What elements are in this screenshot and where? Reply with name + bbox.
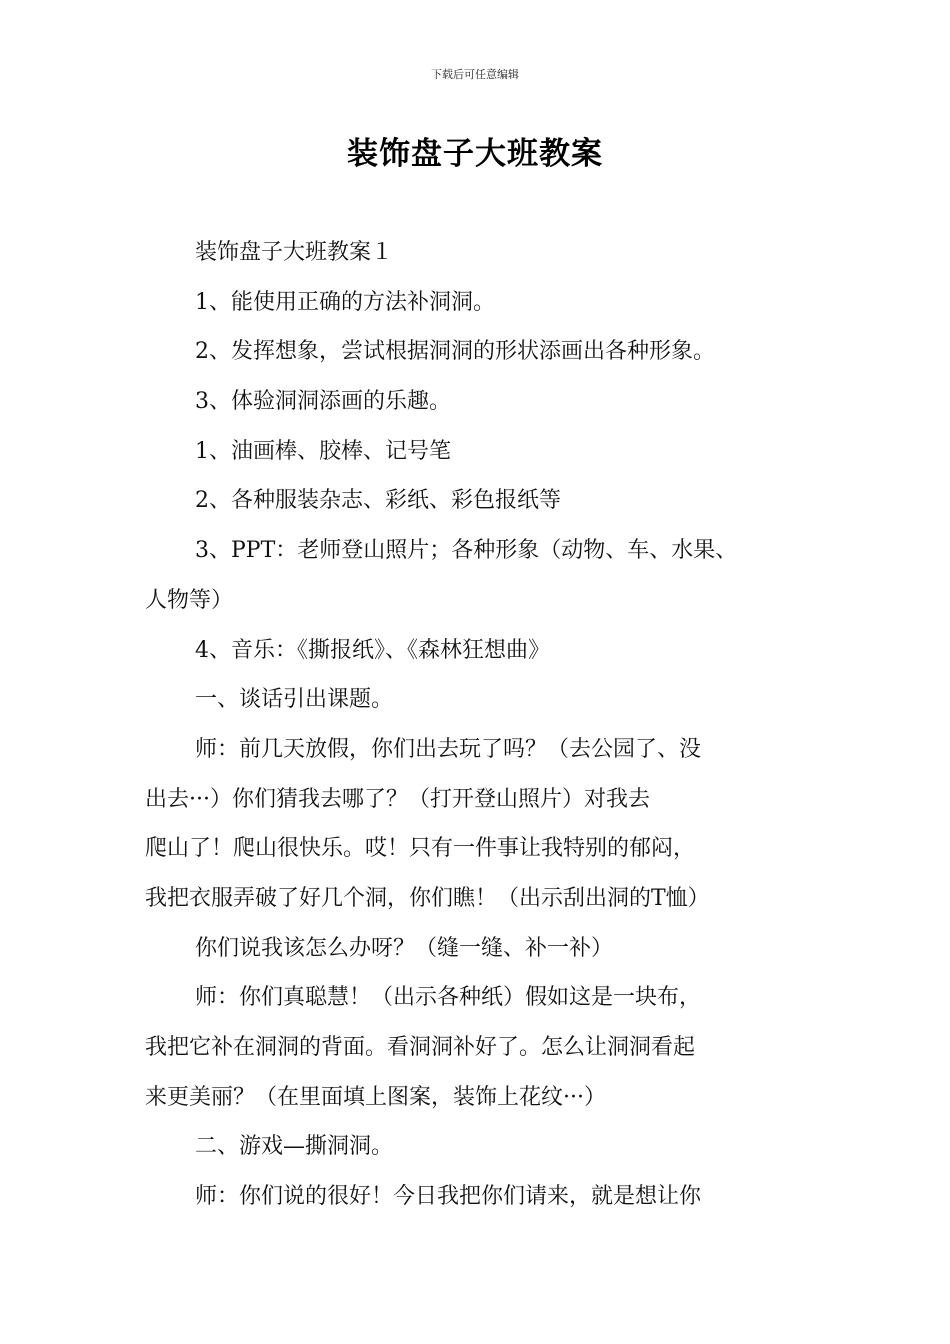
paragraph-line: 二、游戏—撕洞洞。 — [195, 1134, 394, 1160]
paragraph-line: 来更美丽？（在里面填上图案，装饰上花纹···） — [145, 1084, 606, 1110]
paragraph-line: 装饰盘子大班教案１ — [195, 240, 394, 265]
paragraph-line: 出去···）你们猜我去哪了？（打开登山照片）对我去 — [145, 786, 650, 812]
paragraph-line: 2、各种服装杂志、彩纸、彩色报纸等 — [195, 488, 561, 514]
paragraph-line: 爬山了！爬山很快乐。哎！只有一件事让我特别的郁闷， — [145, 836, 696, 862]
paragraph-line: 我把衣服弄破了好几个洞，你们瞧！（出示刮出洞的T恤） — [145, 885, 710, 911]
paragraph-line: 人物等） — [145, 587, 234, 613]
paragraph-line: 1、能使用正确的方法补洞洞。 — [195, 289, 495, 315]
paragraph-line: 师：前几天放假，你们出去玩了吗？（去公园了、没 — [195, 736, 702, 762]
paragraph-line: 3、体验洞洞添画的乐趣。 — [195, 389, 451, 415]
paragraph-line: 3、PPT：老师登山照片；各种形象（动物、车、水果、 — [195, 538, 738, 564]
document-title: 装饰盘子大班教案 — [347, 136, 603, 172]
document-body — [145, 228, 825, 1222]
paragraph-line: 师：你们真聪慧！（出示各种纸）假如这是一块布， — [195, 985, 702, 1011]
paragraph-line: 1、油画棒、胶棒、记号笔 — [195, 438, 451, 464]
paragraph-line: 你们说我该怎么办呀？（缝一缝、补一补） — [195, 935, 614, 961]
paragraph-line: 我把它补在洞洞的背面。看洞洞补好了。怎么让洞洞看起 — [145, 1035, 696, 1060]
paragraph-line: 一、谈话引出课题。 — [195, 687, 394, 713]
paragraph-line: 师：你们说的很好！今日我把你们请来，就是想让你 — [195, 1184, 702, 1210]
paragraph-line: 2、发挥想象，尝试根据洞洞的形状添画出各种形象。 — [195, 339, 715, 365]
paragraph-line: 4、音乐：《撕报纸》、《森林狂想曲》 — [195, 637, 550, 663]
header-note: 下载后可任意编辑 — [431, 68, 519, 81]
